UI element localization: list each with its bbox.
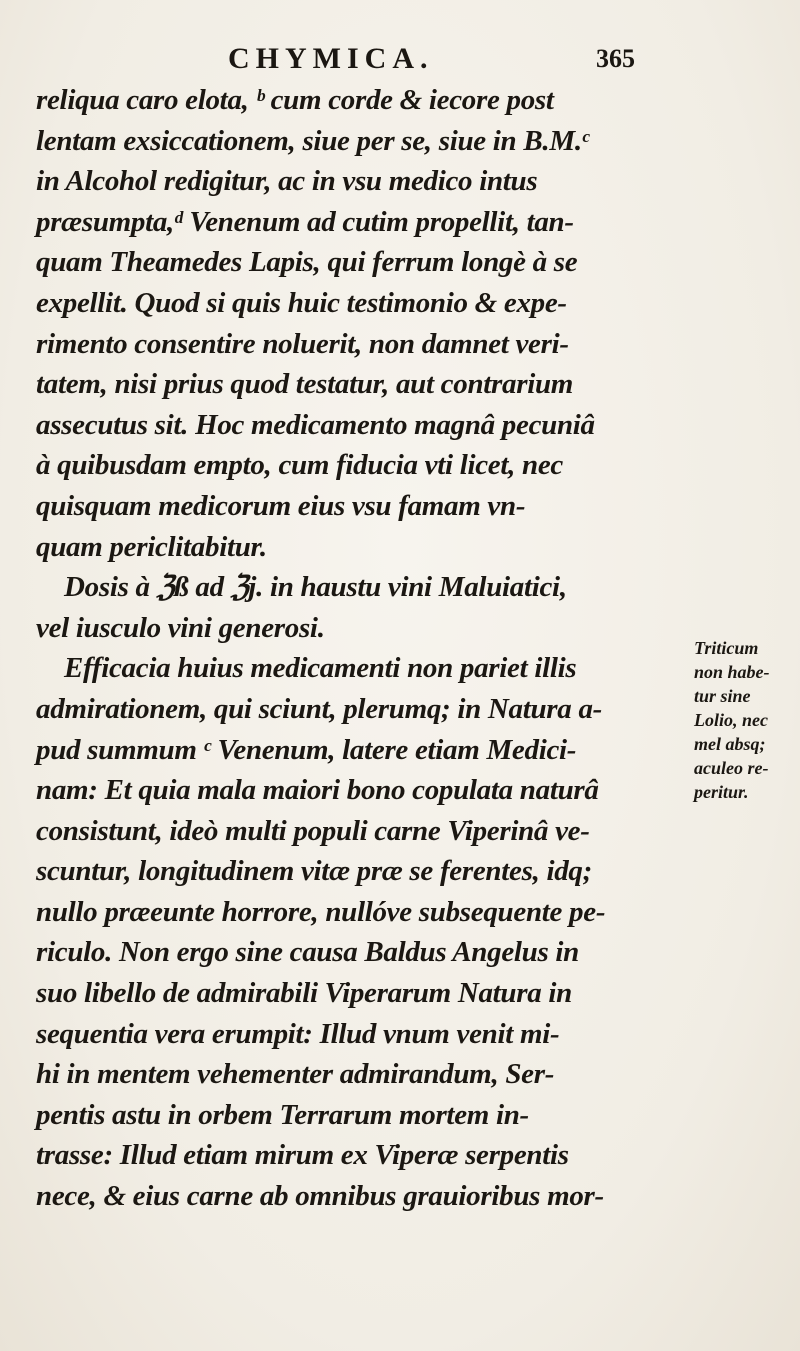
text-line: in Alcohol redigitur, ac in vsu medico intus: [36, 165, 538, 198]
text-line: vel iusculo vini generosi.: [36, 611, 325, 644]
text-line: assecutus sit. Hoc medicamento magnâ pecuniâ: [36, 408, 595, 441]
text-line: nullo præeunte horrore, nullóve subsequente pe-: [36, 895, 606, 928]
text-line: quam Theamedes Lapis, qui ferrum longè à se: [36, 246, 578, 279]
margin-note-line: mel absq;: [694, 734, 766, 754]
margin-note-line: Lolio, nec: [694, 710, 768, 730]
text-line: lentam exsiccationem, siue per se, siue in B.M.ᶜ: [36, 124, 589, 157]
margin-note-line: Triticum: [694, 638, 759, 658]
text-line: consistunt, ideò multi populi carne Viperinâ ve-: [36, 814, 590, 847]
text-line: Efficacia huius medicamenti non pariet illis: [64, 652, 577, 685]
text-line: nece, & eius carne ab omnibus grauioribus mor-: [36, 1180, 604, 1213]
text-line: expellit. Quod si quis huic testimonio & expe-: [36, 286, 567, 319]
text-line: admirationem, qui sciunt, plerumq; in Natura a-: [36, 692, 602, 725]
margin-note: [694, 636, 798, 804]
text-line: nam: Et quia mala maiori bono copulata naturâ: [36, 774, 599, 807]
text-line: suo libello de admirabili Viperarum Natura in: [36, 977, 572, 1010]
text-line: tatem, nisi prius quod testatur, aut contrarium: [36, 368, 574, 401]
text-line: riculo. Non ergo sine causa Baldus Angelus in: [36, 936, 579, 969]
margin-note-line: tur sine: [694, 686, 751, 706]
margin-note-line: aculeo re-: [694, 758, 769, 778]
text-line: rimento consentire noluerit, non damnet veri-: [36, 327, 569, 360]
main-text-block: [36, 80, 686, 1217]
page-number: 365: [596, 44, 635, 73]
text-line: reliqua caro elota, ᵇ cum corde & iecore post: [36, 84, 554, 116]
text-line: sequentia vera erumpit: Illud vnum venit mi-: [36, 1017, 560, 1050]
text-line: scuntur, longitudinem vitæ præ se ferentes, idq;: [36, 855, 592, 888]
text-line: à quibusdam empto, cum fiducia vti licet, nec: [36, 449, 563, 482]
text-line: quisquam medicorum eius vsu famam vn-: [36, 489, 526, 522]
text-line: trasse: Illud etiam mirum ex Viperæ serpentis: [36, 1139, 569, 1172]
text-line: hi in mentem vehementer admirandum, Ser-: [36, 1058, 555, 1091]
text-line: pud summum ᶜ Venenum, latere etiam Medici-: [36, 733, 577, 766]
text-line: præsumpta,ᵈ Venenum ad cutim propellit, tan-: [36, 205, 574, 238]
text-line: pentis astu in orbem Terrarum mortem in-: [36, 1098, 529, 1131]
margin-note-line: non habe-: [694, 662, 770, 682]
running-head: CHYMICA.: [228, 42, 434, 75]
text-line: Dosis à ℨß ad ℨj. in haustu vini Maluiatici,: [64, 571, 567, 604]
text-line: quam periclitabitur.: [36, 530, 267, 563]
page-header: [0, 42, 800, 82]
margin-note-line: peritur.: [694, 782, 749, 802]
